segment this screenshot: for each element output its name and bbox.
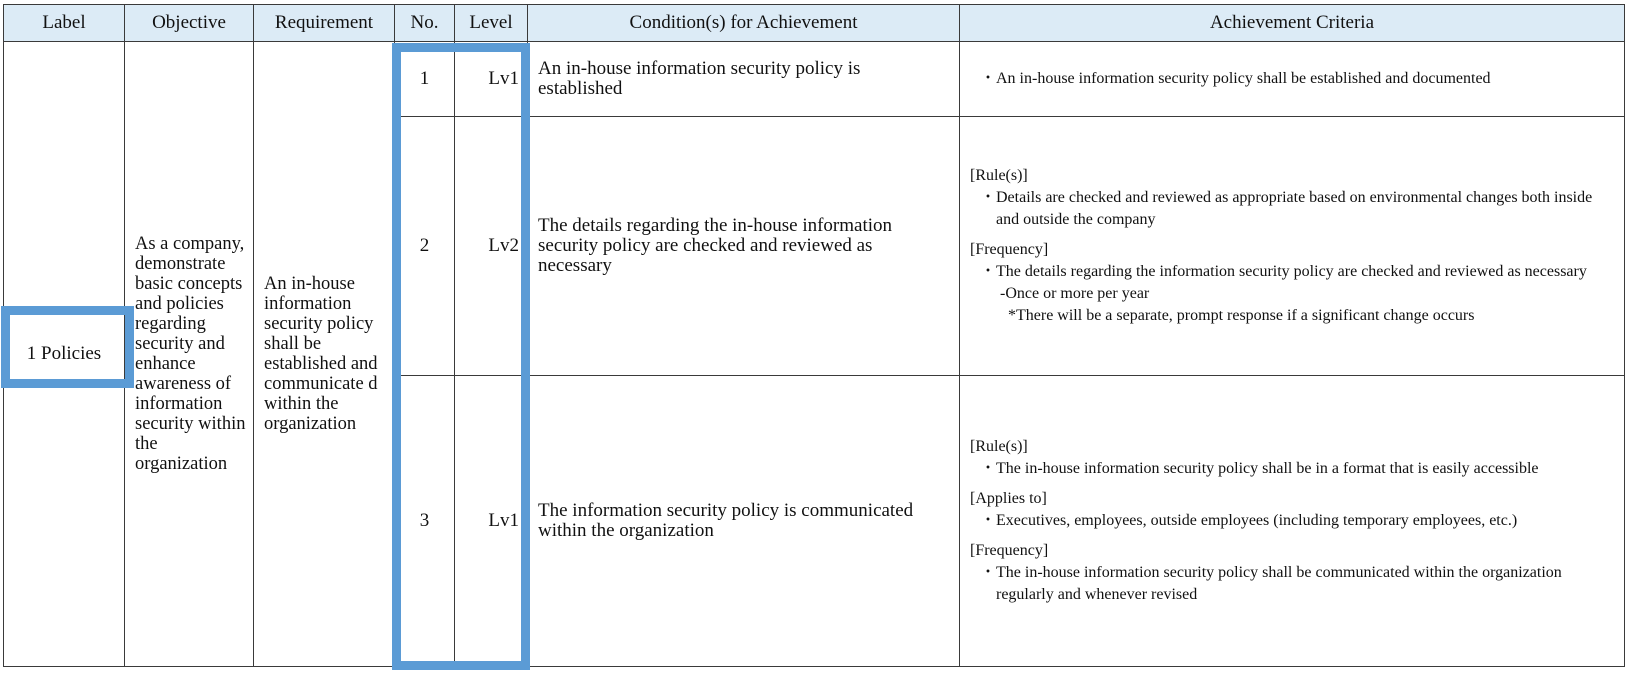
header-objective: Objective bbox=[125, 5, 254, 42]
criteria-bullet-text: Details are checked and reviewed as appropriate based on environmental changes both inside and outside the company bbox=[996, 189, 1593, 228]
criteria-heading: [Rule(s)] bbox=[970, 167, 1028, 184]
bullet-glyph: ・ bbox=[980, 263, 997, 280]
row-condition: The information security policy is communicated within the organization bbox=[528, 376, 960, 667]
bullet-glyph: ・ bbox=[980, 512, 997, 529]
row-criteria bbox=[960, 376, 1625, 667]
criteria-heading: [Applies to] bbox=[970, 490, 1047, 507]
header-condition: Condition(s) for Achievement bbox=[528, 5, 960, 42]
table-row bbox=[4, 42, 1625, 117]
row-level: Lv1 bbox=[455, 376, 528, 667]
row-condition: The details regarding the in-house information security policy are checked and reviewed as necessary bbox=[528, 117, 960, 376]
criteria-bullet-text: The in-house information security policy shall be in a format that is easily accessible bbox=[996, 460, 1539, 477]
row-criteria bbox=[960, 42, 1625, 117]
criteria-bullet-text: The details regarding the information security policy are checked and reviewed as necessary bbox=[996, 263, 1587, 280]
category-requirement: An in-house information security policy shall be established and communicate d within the organization bbox=[254, 42, 395, 667]
criteria-frequency-group bbox=[970, 540, 1618, 606]
bullet-glyph: ・ bbox=[980, 189, 997, 206]
criteria-bullet-text: The in-house information security policy shall be communicated within the organization regularly and whenever revised bbox=[996, 564, 1562, 603]
row-condition: An in-house information security policy is established bbox=[528, 42, 960, 117]
criteria-frequency-group bbox=[970, 239, 1618, 327]
header-no: No. bbox=[395, 5, 455, 42]
criteria-bullet bbox=[970, 458, 1618, 480]
criteria-bullet-text: Executives, employees, outside employees (including temporary employees, etc.) bbox=[996, 512, 1518, 529]
header-criteria: Achievement Criteria bbox=[960, 5, 1625, 42]
bullet-glyph: ・ bbox=[980, 70, 997, 87]
criteria-note: *There will be a separate, prompt response if a significant change occurs bbox=[1008, 307, 1475, 324]
row-criteria bbox=[960, 117, 1625, 376]
criteria-heading: [Frequency] bbox=[970, 241, 1049, 258]
bullet-glyph: ・ bbox=[980, 564, 997, 581]
header-label: Label bbox=[4, 5, 125, 42]
header-requirement: Requirement bbox=[254, 5, 395, 42]
row-number: 3 bbox=[395, 376, 455, 667]
category-label: 1 Policies bbox=[4, 42, 125, 667]
criteria-bullet bbox=[970, 261, 1618, 283]
criteria-bullet bbox=[970, 187, 1618, 231]
row-number: 2 bbox=[395, 117, 455, 376]
criteria-heading: [Frequency] bbox=[970, 542, 1049, 559]
criteria-bullet bbox=[970, 510, 1618, 532]
criteria-applies-group bbox=[970, 488, 1618, 532]
criteria-bullet-text: An in-house information security policy shall be established and documented bbox=[996, 70, 1491, 87]
criteria-rules-group bbox=[970, 436, 1618, 480]
category-objective: As a company, demonstrate basic concepts and policies regarding security and enhance awareness of information security within the organization bbox=[125, 42, 254, 667]
requirements-table bbox=[3, 4, 1625, 667]
header-row bbox=[4, 5, 1625, 42]
row-level: Lv1 bbox=[455, 42, 528, 117]
header-level: Level bbox=[455, 5, 528, 42]
criteria-bullet bbox=[970, 68, 1618, 90]
criteria-rules-group bbox=[970, 165, 1618, 231]
row-number: 1 bbox=[395, 42, 455, 117]
bullet-glyph: ・ bbox=[980, 460, 997, 477]
criteria-bullet bbox=[970, 562, 1618, 606]
row-level: Lv2 bbox=[455, 117, 528, 376]
criteria-heading: [Rule(s)] bbox=[970, 438, 1028, 455]
criteria-subitem: -Once or more per year bbox=[1000, 285, 1150, 302]
